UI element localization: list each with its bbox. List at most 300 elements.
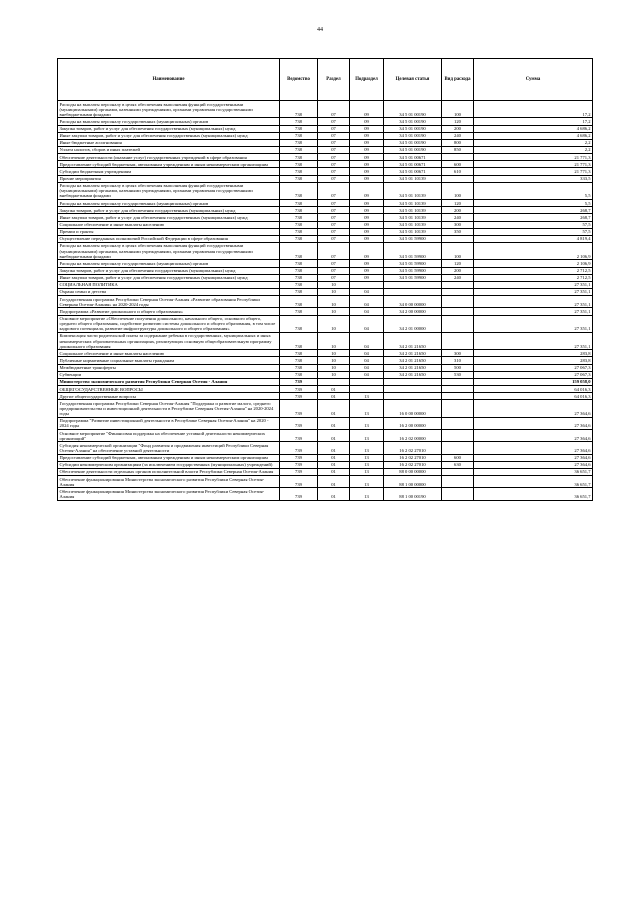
- cell-podrazdel: 13: [350, 430, 384, 442]
- cell-vedomstvo: 739: [280, 454, 318, 461]
- cell-vedomstvo: 739: [280, 461, 318, 468]
- cell-podrazdel: 04: [350, 332, 384, 349]
- cell-sum: 27 364,6: [474, 417, 593, 429]
- cell-razdel: 07: [318, 146, 350, 153]
- cell-vedomstvo: 738: [280, 207, 318, 214]
- cell-name: Предоставление субсидий бюджетным, автономным учреждениям и иным некоммерческим организациям: [58, 161, 280, 168]
- table-row: [58, 281, 593, 288]
- table-row: [58, 400, 593, 417]
- cell-podrazdel: 09: [350, 154, 384, 161]
- cell-podrazdel: 04: [350, 371, 384, 378]
- cell-target: [384, 393, 442, 400]
- cell-name: Субсидии бюджетным учреждениям: [58, 168, 280, 175]
- cell-name: Охрана семьи и детства: [58, 288, 280, 295]
- cell-sum: 2 712,5: [474, 267, 593, 274]
- cell-name: Предоставление субсидий бюджетным, автономным учреждениям и иным некоммерческим организациям: [58, 454, 280, 461]
- cell-podrazdel: 09: [350, 228, 384, 235]
- cell-name: Иные бюджетные ассигнования: [58, 139, 280, 146]
- cell-razdel: 10: [318, 288, 350, 295]
- cell-podrazdel: [350, 378, 384, 385]
- cell-vid: 530: [442, 371, 474, 378]
- table-row: [58, 364, 593, 371]
- cell-podrazdel: 09: [350, 260, 384, 267]
- table-row: [58, 350, 593, 357]
- cell-target: 16 0 00 00000: [384, 400, 442, 417]
- cell-vedomstvo: 738: [280, 139, 318, 146]
- cell-vedomstvo: 738: [280, 118, 318, 125]
- cell-sum: 159 058,0: [474, 378, 593, 385]
- cell-podrazdel: 13: [350, 442, 384, 454]
- cell-vedomstvo: 738: [280, 154, 318, 161]
- cell-razdel: 07: [318, 242, 350, 259]
- cell-razdel: 07: [318, 235, 350, 242]
- table-row: [58, 207, 593, 214]
- cell-razdel: 07: [318, 175, 350, 182]
- cell-target: 16 2 02 00000: [384, 430, 442, 442]
- cell-podrazdel: 09: [350, 168, 384, 175]
- cell-name: Закупка товаров, работ и услуг для обеспечения государственных (муниципальных) нужд: [58, 207, 280, 214]
- cell-razdel: 01: [318, 442, 350, 454]
- cell-podrazdel: 04: [350, 350, 384, 357]
- cell-target: 88 1 00 00190: [384, 488, 442, 500]
- cell-vid: 200: [442, 207, 474, 214]
- cell-sum: 27 364,6: [474, 454, 593, 461]
- cell-name: Основное мероприятие «Обеспечение получения дошкольного, начального общего, основного общего, среднего общего образования, содействие развитию системы дошкольного и общего образования, в том числе кадрового потенциала, развитие инфраструктуры дошкольного и общего образования»: [58, 315, 280, 332]
- cell-vid: [442, 296, 474, 308]
- cell-target: 34 2 00 00000: [384, 308, 442, 315]
- cell-podrazdel: 04: [350, 315, 384, 332]
- cell-sum: 27 364,6: [474, 430, 593, 442]
- cell-target: 34 5 01 59900: [384, 267, 442, 274]
- table-row: [58, 221, 593, 228]
- cell-podrazdel: 09: [350, 132, 384, 139]
- cell-vedomstvo: 738: [280, 235, 318, 242]
- cell-name: Расходы на выплаты персоналу в целях обеспечения выполнения функций государственными (муниципальными) органами, казенными учреждениями, органами управления государственными внебюджетными фондами: [58, 182, 280, 199]
- cell-name: Обеспечение функционирования Министерства экономического развития Республики Северная Осетия-Алания: [58, 476, 280, 488]
- table-row: [58, 125, 593, 132]
- cell-sum: 4 686,2: [474, 125, 593, 132]
- cell-vid: 120: [442, 200, 474, 207]
- cell-vid: [442, 442, 474, 454]
- cell-sum: 333,5: [474, 175, 593, 182]
- cell-sum: 27 351,1: [474, 332, 593, 349]
- cell-vedomstvo: 738: [280, 242, 318, 259]
- table-row: [58, 468, 593, 475]
- table-row: [58, 118, 593, 125]
- cell-podrazdel: 04: [350, 364, 384, 371]
- cell-vedomstvo: 738: [280, 101, 318, 118]
- cell-name: Осуществление переданных полномочий Российской Федерации в сфере образования: [58, 235, 280, 242]
- table-row: [58, 315, 593, 332]
- cell-target: 34 5 01 00190: [384, 125, 442, 132]
- cell-target: 34 5 01 00190: [384, 139, 442, 146]
- cell-razdel: 10: [318, 364, 350, 371]
- cell-vid: [442, 288, 474, 295]
- cell-sum: 17,2: [474, 118, 593, 125]
- cell-vedomstvo: 738: [280, 146, 318, 153]
- table-row: [58, 371, 593, 378]
- cell-podrazdel: 09: [350, 161, 384, 168]
- cell-podrazdel: 09: [350, 175, 384, 182]
- cell-name: Закупка товаров, работ и услуг для обеспечения государственных (муниципальных) нужд: [58, 125, 280, 132]
- table-row: [58, 132, 593, 139]
- cell-name: Компенсация части родительской платы за содержание ребенка в государственных, муниципальных и иных некоммерческих образовательных организациях, реализующих основную общеобразовательную программу дошкольного образования: [58, 332, 280, 349]
- cell-razdel: 10: [318, 332, 350, 349]
- table-row: [58, 393, 593, 400]
- cell-target: 34 5 01 10139: [384, 214, 442, 221]
- cell-target: 34 5 01 59900: [384, 274, 442, 281]
- cell-target: 16 2 02 27010: [384, 461, 442, 468]
- cell-vedomstvo: 738: [280, 200, 318, 207]
- cell-vedomstvo: 739: [280, 468, 318, 475]
- cell-vedomstvo: 738: [280, 315, 318, 332]
- cell-name: Расходы на выплаты персоналу государственных (муниципальных) органов: [58, 200, 280, 207]
- cell-razdel: 07: [318, 125, 350, 132]
- cell-razdel: 07: [318, 214, 350, 221]
- cell-sum: 21 771,3: [474, 168, 593, 175]
- cell-target: 34 2 01 00000: [384, 315, 442, 332]
- cell-podrazdel: 09: [350, 214, 384, 221]
- cell-podrazdel: 13: [350, 393, 384, 400]
- cell-name: Основное мероприятие "Финансовая поддержка на обеспечение уставной деятельности некоммерческих организаций": [58, 430, 280, 442]
- cell-target: 34 5 01 10139: [384, 207, 442, 214]
- cell-sum: 27 351,1: [474, 288, 593, 295]
- cell-sum: 36 651,7: [474, 468, 593, 475]
- cell-sum: 5,5: [474, 182, 593, 199]
- cell-sum: 27 364,6: [474, 400, 593, 417]
- cell-razdel: 07: [318, 274, 350, 281]
- cell-podrazdel: 09: [350, 182, 384, 199]
- cell-sum: 27 351,1: [474, 281, 593, 288]
- cell-target: 34 5 01 59900: [384, 235, 442, 242]
- cell-target: 34 2 01 21650: [384, 357, 442, 364]
- cell-razdel: 01: [318, 454, 350, 461]
- cell-vedomstvo: 738: [280, 228, 318, 235]
- cell-podrazdel: 13: [350, 461, 384, 468]
- cell-target: 34 5 01 00190: [384, 132, 442, 139]
- table-row: [58, 168, 593, 175]
- cell-target: 88 0 00 00000: [384, 468, 442, 475]
- cell-podrazdel: 09: [350, 101, 384, 118]
- cell-sum: 283,8: [474, 357, 593, 364]
- cell-podrazdel: 13: [350, 400, 384, 417]
- cell-podrazdel: 09: [350, 274, 384, 281]
- cell-vid: [442, 308, 474, 315]
- cell-vid: 850: [442, 146, 474, 153]
- cell-sum: 27 067,3: [474, 371, 593, 378]
- cell-podrazdel: 09: [350, 242, 384, 259]
- cell-sum: 283,8: [474, 350, 593, 357]
- table-row: [58, 154, 593, 161]
- cell-sum: 17,2: [474, 101, 593, 118]
- cell-sum: 36 651,7: [474, 476, 593, 488]
- table-row: [58, 332, 593, 349]
- table-row: [58, 274, 593, 281]
- cell-name: Субсидии некоммерческим организациям (за исключением государственных (муниципальных) учреждений): [58, 461, 280, 468]
- cell-name: СОЦИАЛЬНАЯ ПОЛИТИКА: [58, 281, 280, 288]
- cell-sum: 27 351,1: [474, 296, 593, 308]
- cell-razdel: 01: [318, 393, 350, 400]
- cell-vid: [442, 154, 474, 161]
- table-row: [58, 260, 593, 267]
- cell-name: Социальное обеспечение и иные выплаты населению: [58, 350, 280, 357]
- cell-vedomstvo: 738: [280, 308, 318, 315]
- cell-sum: 21 771,3: [474, 154, 593, 161]
- cell-razdel: 01: [318, 468, 350, 475]
- cell-podrazdel: 09: [350, 200, 384, 207]
- cell-sum: 21 771,3: [474, 161, 593, 168]
- cell-target: 16 2 00 00000: [384, 417, 442, 429]
- cell-vid: 100: [442, 101, 474, 118]
- cell-podrazdel: 09: [350, 207, 384, 214]
- cell-vid: 120: [442, 118, 474, 125]
- cell-sum: 64 016,3: [474, 393, 593, 400]
- cell-razdel: 07: [318, 228, 350, 235]
- cell-target: [384, 378, 442, 385]
- table-row: [58, 101, 593, 118]
- cell-razdel: 01: [318, 488, 350, 500]
- cell-name: Министерство экономического развития Республики Северная Осетия - Алания: [58, 378, 280, 385]
- cell-vid: [442, 400, 474, 417]
- cell-vid: [442, 417, 474, 429]
- cell-razdel: 07: [318, 221, 350, 228]
- cell-vid: [442, 393, 474, 400]
- cell-name: Расходы на выплаты персоналу в целях обеспечения выполнения функций государственными (муниципальными) органами, казенными учреждениями, органами управления государственными внебюджетными фондами: [58, 242, 280, 259]
- cell-vid: [442, 468, 474, 475]
- cell-sum: 4 686,2: [474, 132, 593, 139]
- cell-vid: [442, 430, 474, 442]
- cell-vedomstvo: 738: [280, 214, 318, 221]
- cell-vedomstvo: 739: [280, 430, 318, 442]
- cell-vedomstvo: 738: [280, 274, 318, 281]
- cell-vid: 500: [442, 364, 474, 371]
- cell-vid: [442, 378, 474, 385]
- cell-name: Межбюджетные трансферты: [58, 364, 280, 371]
- cell-vid: 200: [442, 125, 474, 132]
- cell-vid: 240: [442, 132, 474, 139]
- cell-name: Публичные нормативные социальные выплаты гражданам: [58, 357, 280, 364]
- cell-razdel: 10: [318, 281, 350, 288]
- cell-name: Государственная программа Республики Северная Осетия-Алания «Развитие образования Республики Северная Осетия-Алания» на 2020-2024 годы: [58, 296, 280, 308]
- cell-vedomstvo: 738: [280, 132, 318, 139]
- cell-name: Иные закупки товаров, работ и услуг для обеспечения государственных (муниципальных) нужд: [58, 132, 280, 139]
- cell-razdel: 07: [318, 168, 350, 175]
- cell-razdel: 07: [318, 154, 350, 161]
- cell-sum: 4 819,4: [474, 235, 593, 242]
- cell-target: 34 2 01 21650: [384, 350, 442, 357]
- cell-vedomstvo: 738: [280, 161, 318, 168]
- cell-sum: 57,5: [474, 228, 593, 235]
- cell-vedomstvo: 738: [280, 281, 318, 288]
- cell-vedomstvo: 739: [280, 400, 318, 417]
- budget-table: [57, 58, 593, 501]
- cell-name: Закупка товаров, работ и услуг для обеспечения государственных (муниципальных) нужд: [58, 267, 280, 274]
- cell-vedomstvo: 739: [280, 442, 318, 454]
- cell-podrazdel: 09: [350, 139, 384, 146]
- cell-name: Государственная программа Республики Северная Осетия-Алания "Поддержка и развитие малого, среднего предпринимательства и инвестиционной деятельности в Республике Северная Осетия-Алания" на 2020-2024 годы: [58, 400, 280, 417]
- cell-vid: 310: [442, 357, 474, 364]
- cell-razdel: 01: [318, 400, 350, 417]
- cell-razdel: 10: [318, 357, 350, 364]
- cell-vid: 100: [442, 242, 474, 259]
- cell-razdel: 01: [318, 417, 350, 429]
- table-row: [58, 175, 593, 182]
- cell-target: 34 5 01 00671: [384, 161, 442, 168]
- cell-vid: 600: [442, 454, 474, 461]
- cell-vid: 610: [442, 168, 474, 175]
- table-row: [58, 235, 593, 242]
- table-row: [58, 488, 593, 500]
- cell-target: 34 5 01 10139: [384, 228, 442, 235]
- cell-name: Социальное обеспечение и иные выплаты населению: [58, 221, 280, 228]
- cell-name: Прочие мероприятия: [58, 175, 280, 182]
- cell-sum: 2 712,5: [474, 274, 593, 281]
- cell-target: 34 5 01 00671: [384, 154, 442, 161]
- cell-target: [384, 386, 442, 393]
- cell-name: Иные закупки товаров, работ и услуг для обеспечения государственных (муниципальных) нужд: [58, 274, 280, 281]
- header-sum: Сумма: [474, 59, 593, 101]
- cell-vedomstvo: 738: [280, 371, 318, 378]
- cell-target: 34 2 01 21650: [384, 364, 442, 371]
- cell-podrazdel: 13: [350, 468, 384, 475]
- cell-name: ОБЩЕГОСУДАРСТВЕННЫЕ ВОПРОСЫ: [58, 386, 280, 393]
- cell-name: Обеспечение деятельности отдельных органов исполнительной власти Республики Северная Осетия-Алания: [58, 468, 280, 475]
- cell-vedomstvo: 739: [280, 476, 318, 488]
- cell-razdel: 07: [318, 260, 350, 267]
- cell-sum: 2,2: [474, 139, 593, 146]
- cell-name: Субвенции: [58, 371, 280, 378]
- cell-podrazdel: 13: [350, 454, 384, 461]
- table-header-row: [58, 59, 593, 101]
- cell-podrazdel: [350, 281, 384, 288]
- cell-vid: [442, 332, 474, 349]
- table-row: [58, 442, 593, 454]
- cell-target: 34 5 01 10139: [384, 175, 442, 182]
- cell-vid: 200: [442, 267, 474, 274]
- cell-sum: 2 106,9: [474, 260, 593, 267]
- cell-vid: [442, 315, 474, 332]
- table-row: [58, 161, 593, 168]
- header-podrazdel: Подраздел: [350, 59, 384, 101]
- cell-vedomstvo: 738: [280, 267, 318, 274]
- table-row: [58, 308, 593, 315]
- cell-target: [384, 288, 442, 295]
- cell-target: 34 5 01 59900: [384, 260, 442, 267]
- cell-sum: 27 067,3: [474, 364, 593, 371]
- table-row: [58, 146, 593, 153]
- cell-vid: 120: [442, 260, 474, 267]
- cell-podrazdel: 09: [350, 221, 384, 228]
- cell-podrazdel: 04: [350, 296, 384, 308]
- cell-razdel: 07: [318, 207, 350, 214]
- cell-target: 34 5 01 59900: [384, 242, 442, 259]
- cell-podrazdel: 13: [350, 476, 384, 488]
- cell-sum: 57,5: [474, 221, 593, 228]
- cell-vedomstvo: 738: [280, 288, 318, 295]
- cell-target: 34 5 01 10139: [384, 182, 442, 199]
- cell-sum: 27 364,6: [474, 461, 593, 468]
- cell-target: 34 2 01 21650: [384, 371, 442, 378]
- cell-vid: [442, 386, 474, 393]
- cell-sum: 268,7: [474, 207, 593, 214]
- cell-name: Расходы на выплаты персоналу в целях обеспечения выполнения функций государственными (муниципальными) органами, казенными учреждениями, органами управления государственными внебюджетными фондами: [58, 101, 280, 118]
- cell-vid: 350: [442, 228, 474, 235]
- cell-name: Премии и гранты: [58, 228, 280, 235]
- cell-target: [384, 281, 442, 288]
- cell-razdel: 01: [318, 476, 350, 488]
- cell-podrazdel: 09: [350, 125, 384, 132]
- cell-razdel: 07: [318, 139, 350, 146]
- cell-vid: 240: [442, 214, 474, 221]
- cell-sum: 27 364,6: [474, 442, 593, 454]
- cell-sum: 27 351,1: [474, 308, 593, 315]
- cell-razdel: 07: [318, 118, 350, 125]
- cell-podrazdel: 13: [350, 417, 384, 429]
- cell-vedomstvo: 738: [280, 357, 318, 364]
- cell-razdel: 01: [318, 430, 350, 442]
- header-name: Наименование: [58, 59, 280, 101]
- table-row: [58, 454, 593, 461]
- cell-vid: 240: [442, 274, 474, 281]
- table-row: [58, 378, 593, 385]
- cell-vedomstvo: 739: [280, 488, 318, 500]
- cell-name: Подпрограмма «Развитие дошкольного и общего образования»: [58, 308, 280, 315]
- cell-podrazdel: 04: [350, 288, 384, 295]
- cell-sum: 268,7: [474, 214, 593, 221]
- table-row: [58, 139, 593, 146]
- table-row: [58, 386, 593, 393]
- cell-razdel: 10: [318, 350, 350, 357]
- header-target: Целевая статья: [384, 59, 442, 101]
- cell-podrazdel: 09: [350, 146, 384, 153]
- cell-vedomstvo: 738: [280, 221, 318, 228]
- cell-vid: 800: [442, 139, 474, 146]
- cell-target: 88 1 00 00000: [384, 476, 442, 488]
- cell-vedomstvo: 738: [280, 260, 318, 267]
- cell-vid: 100: [442, 182, 474, 199]
- cell-vid: 300: [442, 350, 474, 357]
- cell-vedomstvo: 739: [280, 386, 318, 393]
- table-body: [58, 101, 593, 501]
- cell-podrazdel: 09: [350, 118, 384, 125]
- cell-razdel: 07: [318, 267, 350, 274]
- cell-target: 34 5 01 00190: [384, 146, 442, 153]
- table-row: [58, 228, 593, 235]
- table-row: [58, 288, 593, 295]
- cell-target: 34 0 00 00000: [384, 296, 442, 308]
- cell-vid: 630: [442, 461, 474, 468]
- cell-name: Обеспечение деятельности (оказание услуг) государственных учреждений в сфере образования: [58, 154, 280, 161]
- cell-vedomstvo: 738: [280, 175, 318, 182]
- cell-sum: 2 106,9: [474, 242, 593, 259]
- cell-razdel: 07: [318, 101, 350, 118]
- cell-target: 34 5 01 00671: [384, 168, 442, 175]
- cell-razdel: 07: [318, 132, 350, 139]
- cell-sum: 36 651,7: [474, 488, 593, 500]
- cell-name: Расходы на выплаты персоналу государственных (муниципальных) органов: [58, 118, 280, 125]
- table-row: [58, 267, 593, 274]
- cell-vid: 300: [442, 221, 474, 228]
- cell-razdel: 10: [318, 315, 350, 332]
- header-vedomstvo: Ведомство: [280, 59, 318, 101]
- cell-vid: [442, 175, 474, 182]
- cell-target: 34 2 01 21650: [384, 332, 442, 349]
- cell-vedomstvo: 739: [280, 378, 318, 385]
- cell-sum: 5,5: [474, 200, 593, 207]
- cell-name: Субсидия некоммерческой организации "Фонд развития и продвижения инвестиций Республики Северная Осетия-Алания" на обеспечение уставной деятельности: [58, 442, 280, 454]
- table-row: [58, 242, 593, 259]
- cell-podrazdel: 09: [350, 235, 384, 242]
